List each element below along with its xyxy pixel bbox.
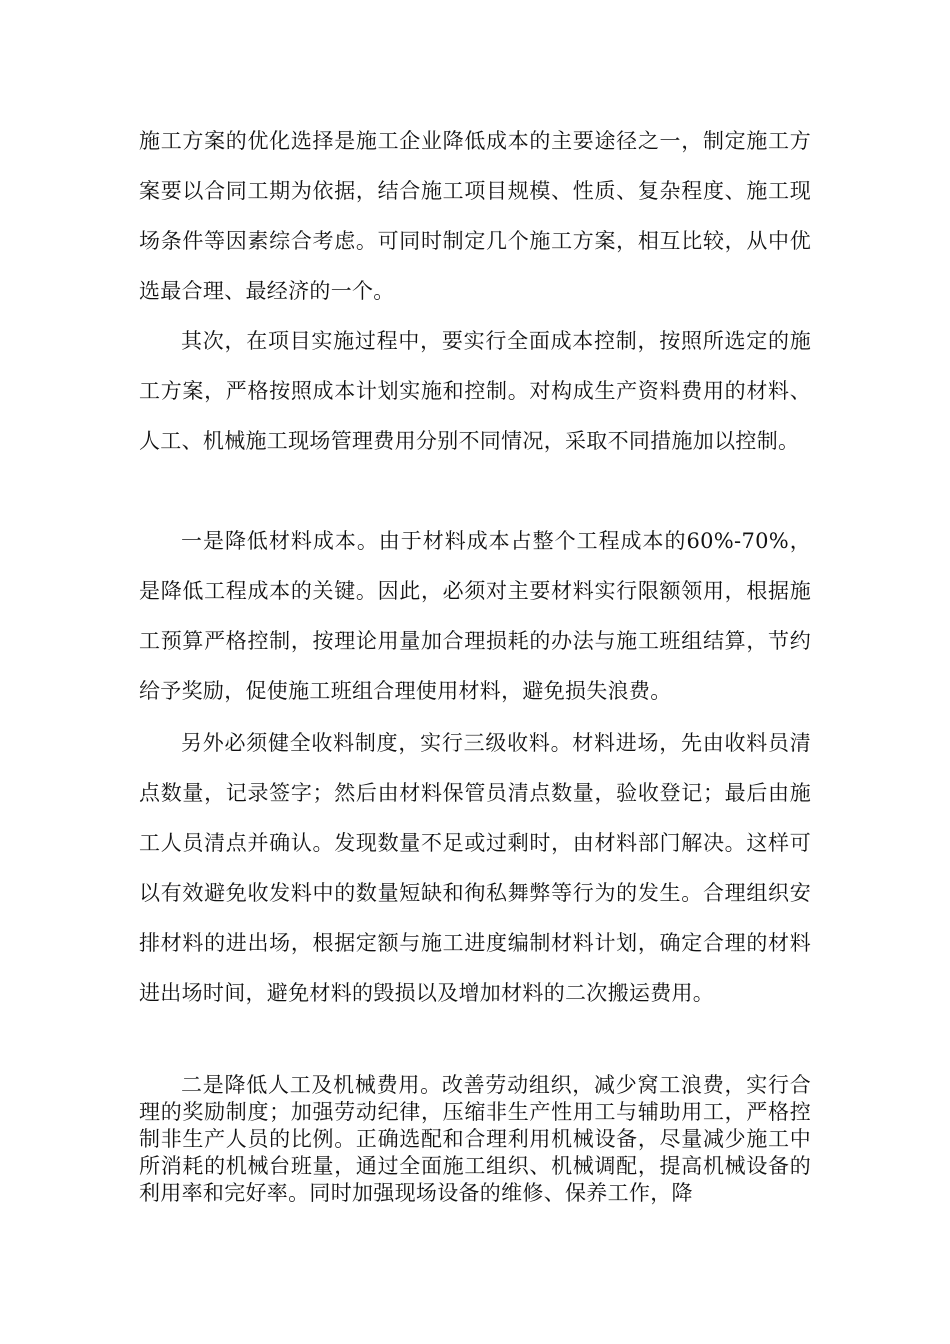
paragraph-receiving-system: 另外必须健全收料制度，实行三级收料。材料进场，先由收料员清点数量，记录签字；然后由材料保管员清点数量，验收登记；最后由施工人员清点并确认。发现数量不足或过剩时，由材料部门解决。这样可以有效避免收发料中的数量短缺和徇私舞弊等行为的发生。合理组织安排材料的进出场，根据定额与施工进度编制材料计划，确定合理的材料进出场时间，避免材料的毁损以及增加材料的二次搬运费用。 — [139, 731, 811, 1005]
paragraph-cost-control: 其次，在项目实施过程中，要实行全面成本控制，按照所选定的施工方案，严格按照成本计划实施和控制。对构成生产资料费用的材料、人工、机械施工现场管理费用分别不同情况，采取不同措施加以控制。 — [139, 329, 811, 453]
paragraph-construction-plan: 施工方案的优化选择是施工企业降低成本的主要途径之一，制定施工方案要以合同工期为依据，结合施工项目规模、性质、复杂程度、施工现场条件等因素综合考虑。可同时制定几个施工方案，相互比较，从中优选最合理、最经济的一个。 — [139, 129, 811, 303]
paragraph-labor-machinery: 二是降低人工及机械费用。改善劳动组织，减少窝工浪费，实行合理的奖励制度；加强劳动纪律，压缩非生产性用工与辅助用工，严格控制非生产人员的比例。正确选配和合理利用机械设备，尽量减少施工中所消耗的机械台班量，通过全面施工组织、机械调配，提高机械设备的利用率和完好率。同时加强现场设备的维修、保养工作，降 — [139, 1073, 811, 1205]
paragraph-material-cost: 一是降低材料成本。由于材料成本占整个工程成本的60%-70%，是降低工程成本的关键。因此，必须对主要材料实行限额领用，根据施工预算严格控制，按理论用量加合理损耗的办法与施工班组结算，节约给予奖励，促使施工班组合理使用材料，避免损失浪费。 — [139, 529, 811, 703]
